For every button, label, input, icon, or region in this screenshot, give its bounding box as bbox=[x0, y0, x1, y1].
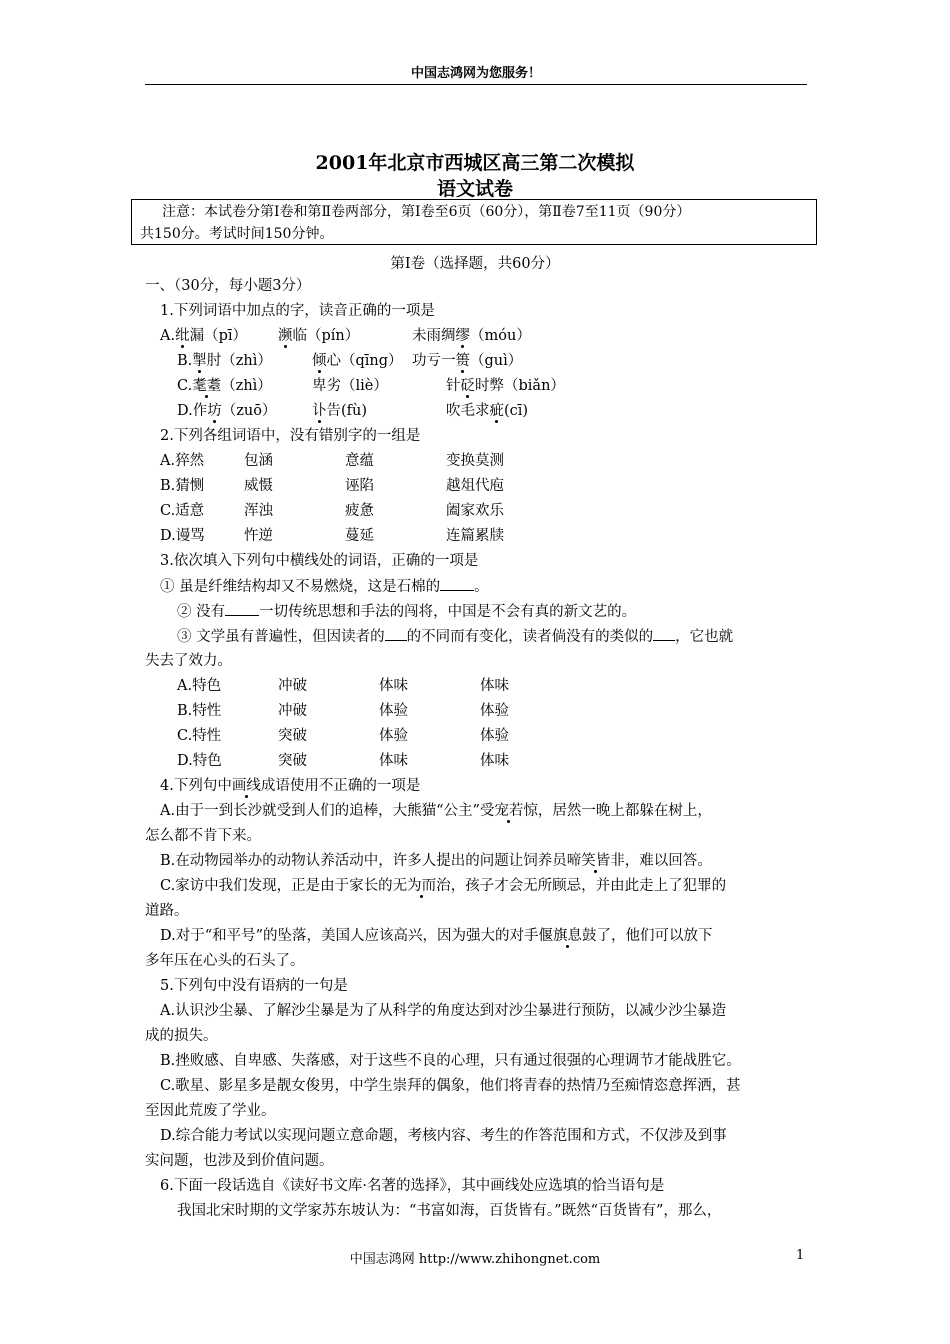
q1-option-b: B.掣肘（zhì） 倾心（qīng） 功亏一篑（guì） bbox=[177, 353, 523, 369]
notice-box bbox=[131, 199, 817, 245]
q5-option-b: B.挫败感、自卑感、失落感，对于这些不良的心理，只有通过很强的心理调节才能战胜它。 bbox=[160, 1053, 741, 1069]
q2-option-b: B.猜恻 威慑 诬陷 越俎代庖 bbox=[160, 478, 504, 494]
q5-option-c: C.歌星、影星多是靓女俊男，中学生崇拜的偶象，他们将青春的热情乃至痴情恣意挥洒，甚 bbox=[160, 1078, 741, 1094]
q5-option-d: D.综合能力考试以实现问题立意命题，考核内容、考生的作答范围和方式，不仅涉及到事 bbox=[160, 1128, 727, 1144]
q4-option-c-cont: 道路。 bbox=[145, 903, 189, 919]
section-heading: 第Ⅰ卷（选择题，共60分） bbox=[390, 256, 560, 272]
exam-subtitle: 语文试卷 bbox=[436, 178, 513, 200]
q3-option-b: B.特性 冲破 体验 体验 bbox=[177, 703, 509, 719]
q3-stem: 3.依次填入下列句中横线处的词语，正确的一项是 bbox=[160, 553, 479, 569]
q6-passage: 我国北宋时期的文学家苏东坡认为：“书富如海，百货皆有。”既然“百货皆有”，那么， bbox=[177, 1203, 722, 1219]
q4-stem: 4.下列句中画线成语使用不正确的一项是 bbox=[160, 778, 421, 794]
q4-option-a-cont: 怎么都不肯下来。 bbox=[145, 828, 261, 844]
q2-option-a: A.猝然 包涵 意蕴 变换莫测 bbox=[160, 453, 504, 469]
notice-line-1: 注意：本试卷分第Ⅰ卷和第Ⅱ卷两部分，第Ⅰ卷至6页（60分），第Ⅱ卷7至11页（90分） bbox=[162, 204, 691, 220]
header-divider bbox=[145, 84, 807, 85]
q3-option-d: D.特色 突破 体味 体味 bbox=[177, 753, 509, 769]
q6-stem: 6.下面一段话选自《读好书文库·名著的选择》，其中画线处应选填的恰当语句是 bbox=[160, 1178, 665, 1194]
page-footer: 中国志鸿网 http://www.zhihongnet.com bbox=[349, 1252, 601, 1267]
q3-sentence-2: ② 没有 一切传统思想和手法的闯将，中国是不会有真的新文艺的。 bbox=[177, 601, 636, 622]
page-number: 1 bbox=[796, 1248, 805, 1263]
q1-option-a: A.纰漏（pī） 濒临（pín） 未雨绸缪（móu） bbox=[160, 328, 531, 344]
q1-option-d: D.作坊（zuō） 讣告(fù) 吹毛求疵(cī) bbox=[177, 403, 529, 419]
q3-option-a: A.特色 冲破 体味 体味 bbox=[177, 678, 509, 694]
part-heading: 一、（30分，每小题3分） bbox=[145, 278, 311, 294]
q2-stem: 2.下列各组词语中，没有错别字的一组是 bbox=[160, 428, 421, 444]
exam-title: 2001年北京市西城区高三第二次模拟 bbox=[315, 152, 635, 174]
q1-stem: 1.下列词语中加点的字，读音正确的一项是 bbox=[160, 303, 435, 319]
q5-option-a-cont: 成的损失。 bbox=[145, 1028, 218, 1044]
notice-line-2: 共150分。考试时间150分钟。 bbox=[140, 226, 334, 242]
q5-option-a: A.认识沙尘暴、了解沙尘暴是为了从科学的角度达到对沙尘暴进行预防，以减少沙尘暴造 bbox=[160, 1003, 727, 1019]
q4-option-a: A.由于一到长沙就受到人们的追棒，大熊猫“公主”受宠若惊，居然一晚上都躲在树上， bbox=[160, 803, 712, 819]
q4-option-d-cont: 多年压在心头的石头了。 bbox=[145, 953, 305, 969]
page-header: 中国志鸿网为您服务！ bbox=[410, 66, 541, 81]
q4-option-c: C.家访中我们发现，正是由于家长的无为而治，孩子才会无所顾忌，并由此走上了犯罪的 bbox=[160, 878, 727, 894]
q2-option-c: C.适意 浑浊 疲惫 阖家欢乐 bbox=[160, 503, 504, 519]
q5-option-c-cont: 至因此荒废了学业。 bbox=[145, 1103, 276, 1119]
q5-option-d-cont: 实问题，也涉及到价值问题。 bbox=[145, 1153, 334, 1169]
q2-option-d: D.谩骂 忤逆 蔓延 连篇累牍 bbox=[160, 528, 504, 544]
q4-option-b: B.在动物园举办的动物认养活动中，许多人提出的问题让饲养员啼笑皆非，难以回答。 bbox=[160, 853, 712, 869]
q5-stem: 5.下列句中没有语病的一句是 bbox=[160, 978, 348, 994]
q3-sentence-3: ③ 文学虽有普遍性，但因读者的 的不同而有变化，读者倘没有的类似的 ，它也就 bbox=[177, 626, 733, 647]
q3-option-c: C.特性 突破 体验 体验 bbox=[177, 728, 509, 744]
q1-option-c: C.耄耋（zhì） 卑劣（liè） 针砭时弊（biǎn） bbox=[177, 378, 565, 394]
q3-sentence-3-cont: 失去了效力。 bbox=[145, 653, 232, 669]
q3-sentence-1: ① 虽是纤维结构却又不易燃烧，这是石棉的 。 bbox=[160, 576, 489, 597]
q4-option-d: D.对于“和平号”的坠落，美国人应该高兴，因为强大的对手偃旗息鼓了，他们可以放下 bbox=[160, 928, 713, 944]
